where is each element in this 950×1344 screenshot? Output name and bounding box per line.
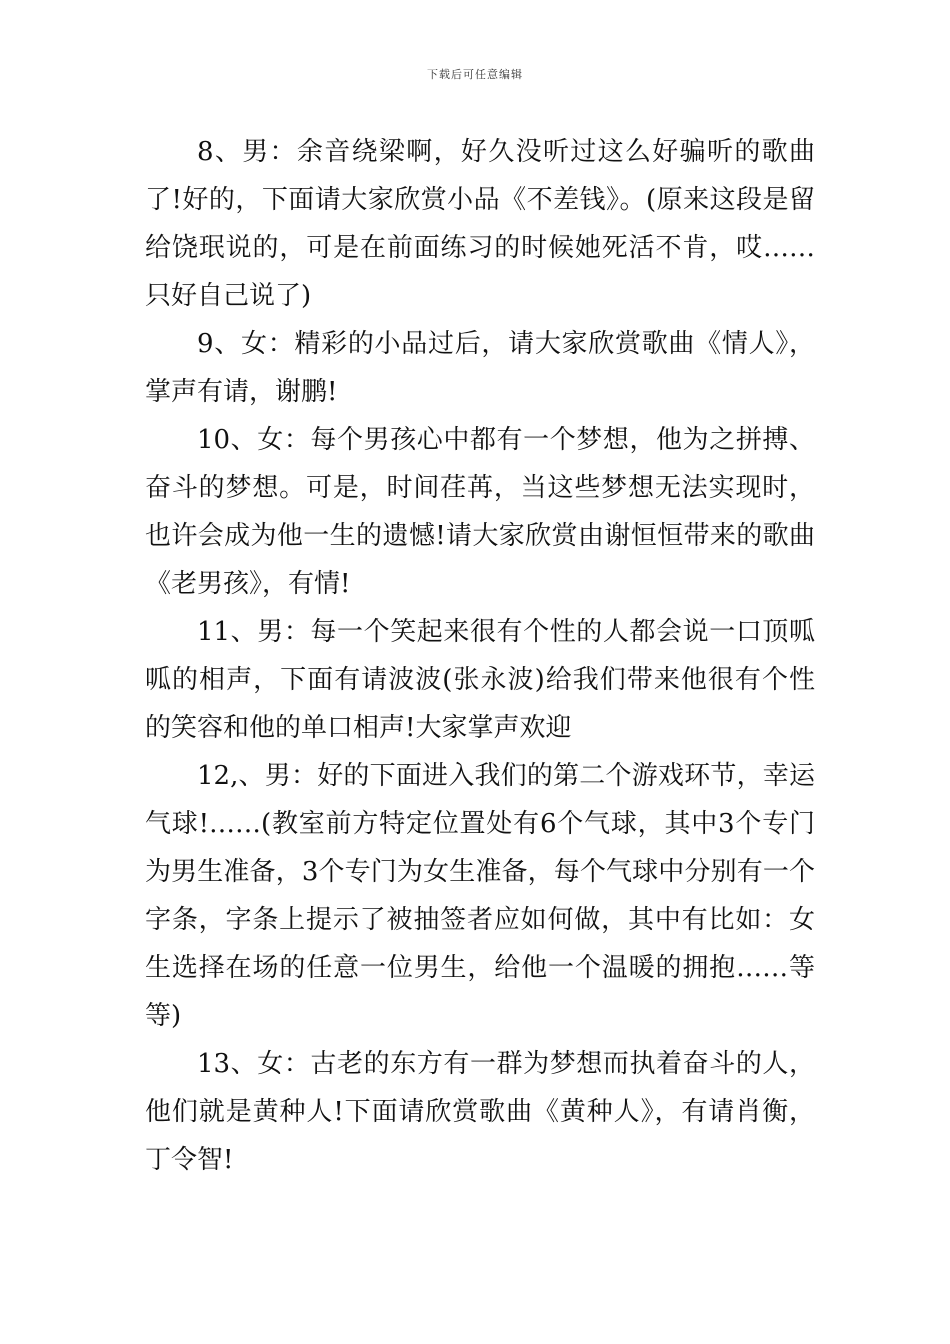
paragraph-12: 12,、男：好的下面进入我们的第二个游戏环节，幸运气球!……(教室前方特定位置处有6个气球，其中3个专门为男生准备，3个专门为女生准备，每个气球中分别有一个字条，字条上提示了被抽签者应如何做，其中有比如：女生选择在场的任意一位男生，给他一个温暖的拥抱……等等) [145,761,815,1031]
document-body [145,128,815,1184]
paragraph-11: 11、男：每一个笑起来很有个性的人都会说一口顶呱呱的相声，下面有请波波(张永波)给我们带来他很有个性的笑容和他的单口相声!大家掌声欢迎 [145,617,815,743]
paragraph-13: 13、女：古老的东方有一群为梦想而执着奋斗的人，他们就是黄种人!下面请欣赏歌曲《黄种人》，有请肖衡，丁令智! [145,1049,815,1175]
paragraph-9: 9、女：精彩的小品过后，请大家欣赏歌曲《情人》，掌声有请，谢鹏! [145,329,815,407]
paragraph-10: 10、女：每个男孩心中都有一个梦想，他为之拼搏、奋斗的梦想。可是，时间荏苒，当这些梦想无法实现时，也许会成为他一生的遗憾!请大家欣赏由谢恒恒带来的歌曲《老男孩》，有情! [145,425,815,599]
page-header: 下载后可任意编辑 [427,68,523,81]
paragraph-8: 8、男：余音绕梁啊，好久没听过这么好骗听的歌曲了!好的，下面请大家欣赏小品《不差钱》。(原来这段是留给饶珉说的，可是在前面练习的时候她死活不肯，哎……只好自己说了) [145,137,815,311]
